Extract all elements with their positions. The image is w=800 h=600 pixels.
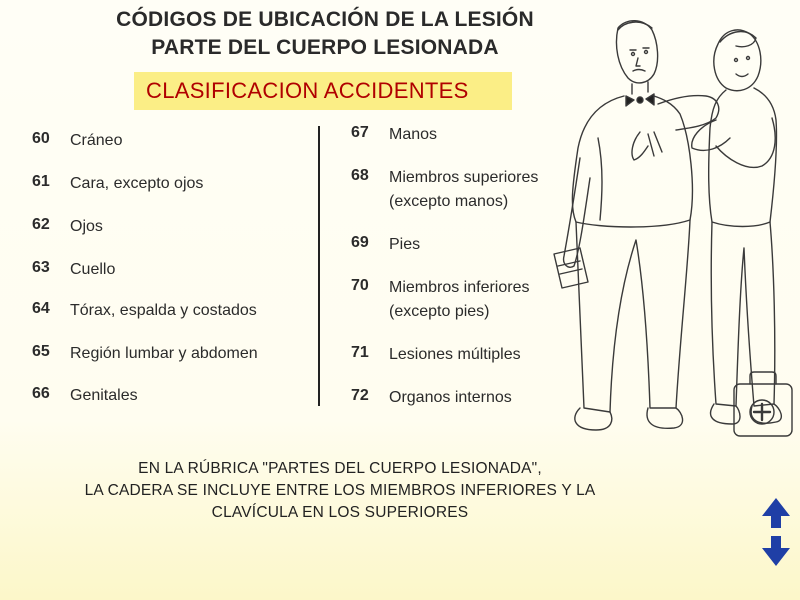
code-label: Genitales bbox=[70, 387, 138, 404]
page-title-line-1: CÓDIGOS DE UBICACIÓN DE LA LESIÓN bbox=[116, 8, 534, 31]
footnote-line-1: EN LA RÚBRICA "PARTES DEL CUERPO LESIONADA", bbox=[138, 460, 542, 477]
code-number: 66 bbox=[32, 385, 50, 402]
code-number: 61 bbox=[32, 173, 50, 190]
helper-figure bbox=[692, 30, 782, 424]
code-number: 71 bbox=[351, 344, 369, 361]
code-label: Cara, excepto ojos bbox=[70, 175, 204, 192]
code-label: Cuello bbox=[70, 261, 116, 278]
page-title-line-2: PARTE DEL CUERPO LESIONADA bbox=[151, 36, 499, 59]
code-number: 72 bbox=[351, 387, 369, 404]
code-label: Lesiones múltiples bbox=[389, 346, 521, 363]
banner-text: CLASIFICACION ACCIDENTES bbox=[146, 78, 469, 103]
code-label-continued: (excepto pies) bbox=[389, 303, 490, 320]
code-number: 70 bbox=[351, 277, 369, 294]
code-label: Tórax, espalda y costados bbox=[70, 302, 257, 319]
code-number: 67 bbox=[351, 124, 369, 141]
code-number: 69 bbox=[351, 234, 369, 251]
code-label: Cráneo bbox=[70, 132, 123, 149]
first-aid-kit-icon bbox=[734, 372, 792, 436]
code-number: 63 bbox=[32, 259, 50, 276]
patient-figure bbox=[554, 21, 719, 430]
code-label: Miembros inferiores bbox=[389, 279, 530, 296]
code-number: 64 bbox=[32, 300, 50, 317]
code-label: Miembros superiores bbox=[389, 169, 539, 186]
code-label: Manos bbox=[389, 126, 438, 143]
code-number: 68 bbox=[351, 167, 369, 184]
code-label: Ojos bbox=[70, 218, 103, 235]
column-divider bbox=[318, 126, 320, 406]
up-down-arrows-icon[interactable] bbox=[758, 496, 794, 568]
footnote-line-3: CLAVÍCULA EN LOS SUPERIORES bbox=[211, 504, 469, 521]
classification-banner bbox=[134, 72, 512, 110]
code-label-continued: (excepto manos) bbox=[389, 193, 509, 210]
code-number: 62 bbox=[32, 216, 50, 233]
code-label: Pies bbox=[389, 236, 421, 253]
first-aid-illustration bbox=[540, 8, 800, 458]
code-number: 60 bbox=[32, 130, 50, 147]
code-label: Región lumbar y abdomen bbox=[70, 345, 258, 362]
code-label: Organos internos bbox=[389, 389, 512, 406]
footnote bbox=[20, 458, 660, 524]
footnote-line-2: LA CADERA SE INCLUYE ENTRE LOS MIEMBROS INFERIORES Y LA bbox=[84, 482, 596, 499]
code-number: 65 bbox=[32, 343, 50, 360]
